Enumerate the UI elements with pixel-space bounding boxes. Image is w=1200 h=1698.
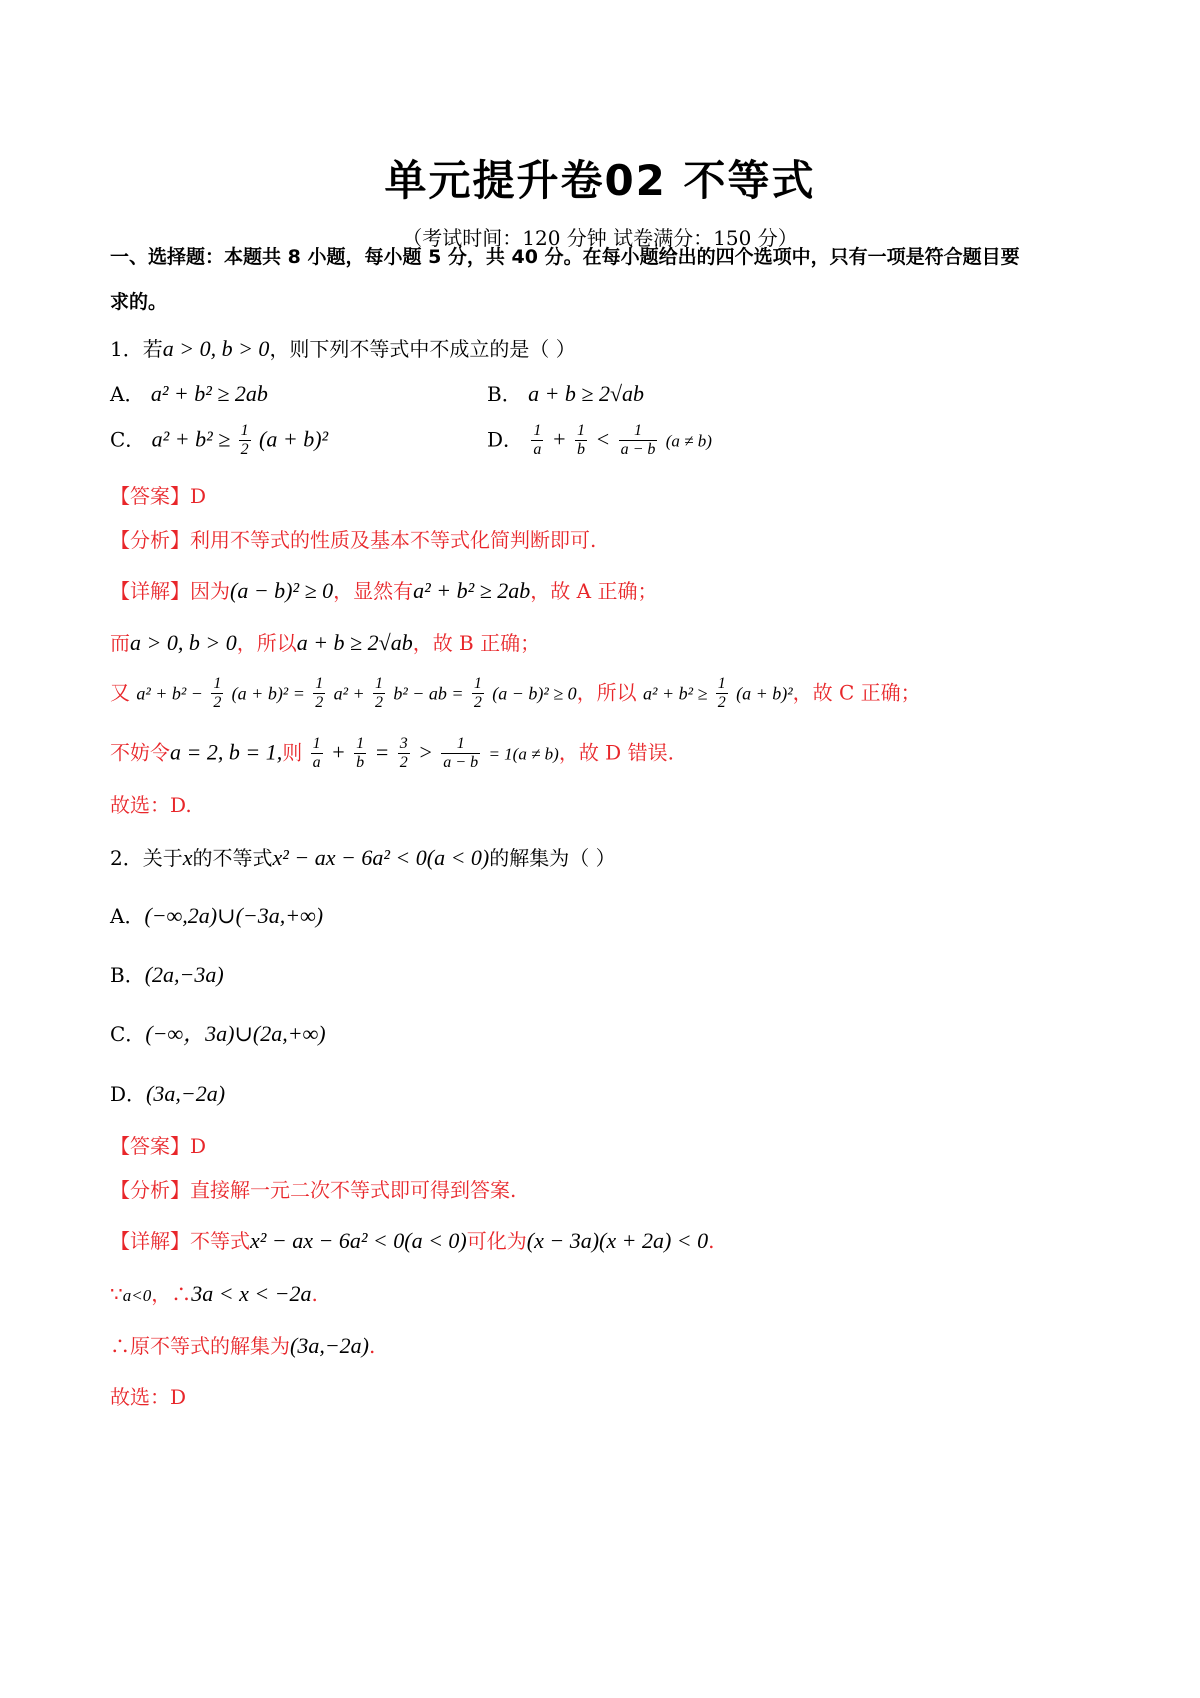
condition: (a ≠ b) xyxy=(665,431,712,451)
page-title: 单元提升卷02 不等式 xyxy=(384,156,816,205)
fraction: $\frac{1}{b}$ xyxy=(356,735,365,772)
fraction: $\frac{1}{a}$ xyxy=(533,422,542,459)
q2-detail-3: ∴原不等式的解集为(3a,−2a). xyxy=(110,1333,376,1358)
option-math: (a + b)² xyxy=(259,426,329,452)
q1-option-c xyxy=(110,422,328,460)
fraction: $\frac{1}{2}$ xyxy=(374,675,383,712)
option-math: a² + b² ≥ xyxy=(151,426,231,452)
q2-choose: 故选：D xyxy=(110,1385,187,1409)
option-label: C． xyxy=(110,427,146,452)
fraction: $\frac{1}{2}$ xyxy=(717,675,726,712)
q2-option-c xyxy=(110,1023,326,1045)
section-heading-line2: 求的。 xyxy=(110,291,168,313)
option-label: D． xyxy=(110,1082,147,1106)
q1-answer: 【答案】D xyxy=(110,484,207,508)
q2-option-d xyxy=(110,1083,225,1105)
fraction: $\frac{1}{a}$ xyxy=(312,735,321,772)
option-math: a² + b² ≥ 2ab xyxy=(150,381,268,406)
q2-analysis: 【分析】直接解一元二次不等式即可得到答案. xyxy=(110,1178,517,1202)
fraction: $\frac{1}{2}$ xyxy=(473,675,482,712)
q1-stem-suffix: ，则下列不等式中不成立的是（ ） xyxy=(269,337,576,361)
q1-option-b xyxy=(487,383,644,405)
fraction: $\frac{1}{2}$ xyxy=(315,675,324,712)
option-label: C． xyxy=(110,1022,146,1046)
fraction: $\frac{1}{2}$ xyxy=(213,675,222,712)
q2-detail-2: ∵a<0，∴3a < x < −2a. xyxy=(110,1281,318,1306)
q1-option-d xyxy=(487,422,712,460)
fraction: $\frac{3}{2}$ xyxy=(399,735,408,772)
option-label: D． xyxy=(487,427,524,452)
option-label: B． xyxy=(110,963,145,987)
fraction: $\frac{1}{b}$ xyxy=(576,422,585,459)
q1-analysis: 【分析】利用不等式的性质及基本不等式化简判断即可. xyxy=(110,528,597,552)
q1-detail-3: 又 a² + b² − $\frac{1}{2}$ (a + b)² = $\frac{1}{2}$ a² + $\frac{1}{2}$ b² − ab = $\frac{1}{2}$ (a − b)² ≥ 0，所以 a² + b² ≥ $\frac{1}{2}$ (a + b)²，故 C 正确； xyxy=(110,675,921,712)
q2-detail-1: 【详解】不等式x² − ax − 6a² < 0(a < 0)可化为(x − 3a)(x + 2a) < 0. xyxy=(110,1228,715,1253)
fraction: $\frac{1}{a - b}$ xyxy=(620,422,656,459)
q1-choose: 故选：D. xyxy=(110,793,192,817)
q1-detail-4: 不妨令a = 2, b = 1,则 $\frac{1}{a}$ + $\frac{1}{b}$ = $\frac{3}{2}$ > $\frac{1}{a - b}$ = 1(a ≠ b)，故 D 错误. xyxy=(110,735,674,772)
less-than-sign: < xyxy=(595,426,611,452)
q2-stem: 2．关于x的不等式x² − ax − 6a² < 0(a < 0)的解集为（ ） xyxy=(110,845,616,870)
q1-option-a xyxy=(110,383,268,405)
option-label: A． xyxy=(110,904,145,928)
q2-option-a xyxy=(110,905,323,927)
option-label: A． xyxy=(110,382,145,406)
fraction: $\frac{1}{a - b}$ xyxy=(443,735,479,772)
q1-stem xyxy=(110,338,576,360)
q1-stem-prefix: 1．若 xyxy=(110,337,163,361)
fraction: $\frac{1}{2}$ xyxy=(240,422,249,459)
option-math: a + b ≥ 2√ab xyxy=(528,381,645,406)
exam-info: （考试时间：120 分钟 试卷满分：150 分） xyxy=(402,226,798,250)
option-math: (−∞，3a)∪(2a,+∞) xyxy=(145,1021,326,1046)
option-math: (2a,−3a) xyxy=(144,962,224,987)
q1-stem-math: a > 0, b > 0 xyxy=(162,336,270,361)
section-heading-line1: 一、选择题：本题共 8 小题，每小题 5 分，共 40 分。在每小题给出的四个选项中，只有一项是符合题目要 xyxy=(110,246,1020,268)
q2-answer: 【答案】D xyxy=(110,1134,207,1158)
plus-sign: + xyxy=(551,426,567,452)
option-math: (−∞,2a)∪(−3a,+∞) xyxy=(144,903,324,928)
q2-option-b xyxy=(110,964,224,986)
option-math: (3a,−2a) xyxy=(146,1081,226,1106)
q1-detail-1: 【详解】因为(a − b)² ≥ 0，显然有a² + b² ≥ 2ab，故 A 正确； xyxy=(110,578,658,603)
option-label: B． xyxy=(487,382,522,406)
q1-detail-2: 而a > 0, b > 0，所以a + b ≥ 2√ab，故 B 正确； xyxy=(110,630,541,655)
